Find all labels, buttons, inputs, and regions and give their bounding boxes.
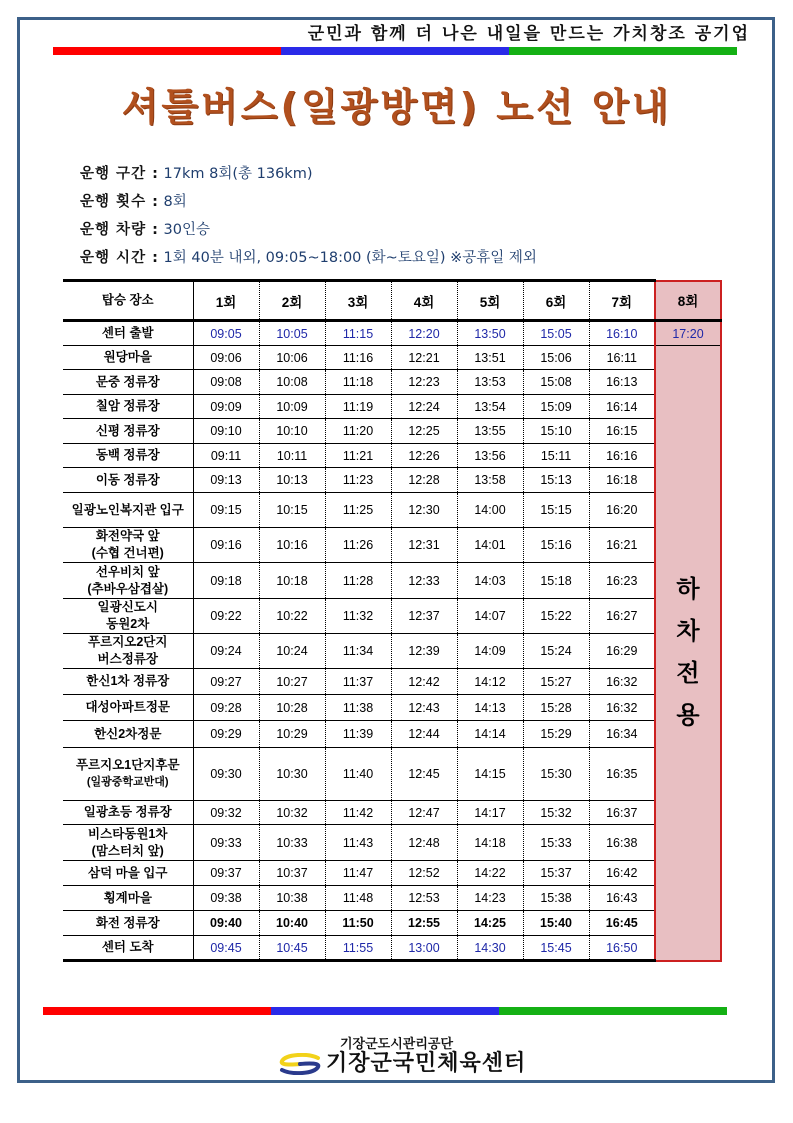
time-cell-run-2: 10:32 xyxy=(259,801,325,825)
time-cell-run-2: 10:10 xyxy=(259,419,325,444)
info-row-count xyxy=(80,188,537,216)
stop-name-cell xyxy=(63,321,193,346)
bar-blue xyxy=(271,1007,499,1015)
info-row-vehicle xyxy=(80,216,537,244)
table-row xyxy=(63,395,721,419)
time-cell-run-2: 10:13 xyxy=(259,468,325,493)
header-run-1: 1회 xyxy=(193,281,259,321)
stop-name-cell xyxy=(63,346,193,370)
stop-name-sub: (맘스터치 앞) xyxy=(91,843,164,858)
dropoff-label-char: 전 xyxy=(676,659,700,687)
time-cell-run-3: 11:42 xyxy=(325,801,391,825)
time-cell-run-5: 14:25 xyxy=(457,911,523,936)
header-row xyxy=(63,281,721,321)
time-cell-run-5: 13:51 xyxy=(457,346,523,370)
stop-name: 푸르지오2단지 xyxy=(88,635,168,649)
stop-name: 원당마을 xyxy=(103,350,152,364)
stop-name-cell xyxy=(63,825,193,861)
footer-logo xyxy=(278,1050,526,1078)
stop-name-cell xyxy=(63,419,193,444)
time-cell-run-2: 10:45 xyxy=(259,936,325,961)
table-row xyxy=(63,721,721,748)
table-row xyxy=(63,599,721,634)
time-cell-run-1: 09:11 xyxy=(193,444,259,468)
time-cell-run-3: 11:48 xyxy=(325,886,391,911)
bar-green xyxy=(499,1007,727,1015)
time-cell-run-4: 12:26 xyxy=(391,444,457,468)
time-cell-run-4: 12:37 xyxy=(391,599,457,634)
header-run-6: 6회 xyxy=(523,281,589,321)
stop-name: 일광초등 정류장 xyxy=(83,805,172,819)
time-cell-run-4: 12:23 xyxy=(391,370,457,395)
time-cell-run-1: 09:28 xyxy=(193,695,259,721)
time-cell-run-7: 16:23 xyxy=(589,563,655,599)
time-cell-run-4: 12:44 xyxy=(391,721,457,748)
info-value: 30인승 xyxy=(163,222,211,238)
info-label: 운행 구간 : xyxy=(80,166,159,182)
time-cell-run-7: 16:27 xyxy=(589,599,655,634)
stop-name: 횡계마을 xyxy=(103,890,152,905)
stop-name-cell xyxy=(63,861,193,886)
table-row xyxy=(63,493,721,528)
time-cell-run-5: 14:13 xyxy=(457,695,523,721)
stop-name: 신평 정류장 xyxy=(95,423,160,438)
bar-blue xyxy=(281,47,509,55)
stop-name: 일광노인복지관 입구 xyxy=(71,502,184,517)
table-row xyxy=(63,669,721,695)
stop-name: 문중 정류장 xyxy=(95,374,160,389)
time-cell-run-4: 12:21 xyxy=(391,346,457,370)
time-cell-run-1: 09:40 xyxy=(193,911,259,936)
time-cell-run-7: 16:20 xyxy=(589,493,655,528)
time-cell-run-1: 09:22 xyxy=(193,599,259,634)
header-run-5: 5회 xyxy=(457,281,523,321)
time-cell-run-1: 09:09 xyxy=(193,395,259,419)
time-cell-run-5: 14:30 xyxy=(457,936,523,961)
time-cell-run-3: 11:38 xyxy=(325,695,391,721)
swoosh-logo-icon xyxy=(278,1053,322,1075)
dropoff-only-cell xyxy=(655,346,721,961)
stop-name-cell xyxy=(63,528,193,563)
time-cell-run-1: 09:45 xyxy=(193,936,259,961)
time-cell-run-2: 10:27 xyxy=(259,669,325,695)
time-cell-run-6: 15:33 xyxy=(523,825,589,861)
time-cell-run-1: 09:30 xyxy=(193,748,259,801)
time-cell-run-3: 11:55 xyxy=(325,936,391,961)
header-run-7: 7회 xyxy=(589,281,655,321)
stop-name: 동백 정류장 xyxy=(95,448,160,462)
stop-name: 화전 정류장 xyxy=(95,915,160,930)
time-cell-run-7: 16:11 xyxy=(589,346,655,370)
time-cell-run-4: 12:39 xyxy=(391,634,457,669)
time-cell-run-1: 09:18 xyxy=(193,563,259,599)
time-cell-run-4: 12:25 xyxy=(391,419,457,444)
stop-name-cell xyxy=(63,444,193,468)
time-cell-run-6: 15:15 xyxy=(523,493,589,528)
stop-name-sub: (추바우삼겹살) xyxy=(87,581,169,596)
time-cell-run-7: 16:38 xyxy=(589,825,655,861)
time-cell-run-6: 15:18 xyxy=(523,563,589,599)
stop-name: 화전약국 앞 xyxy=(95,529,160,543)
header-stop: 탑승 장소 xyxy=(63,281,193,321)
time-cell-run-1: 09:33 xyxy=(193,825,259,861)
time-cell-run-7: 16:32 xyxy=(589,695,655,721)
stop-name-cell xyxy=(63,911,193,936)
bar-red xyxy=(43,1007,271,1015)
time-cell-run-6: 15:29 xyxy=(523,721,589,748)
stop-name: 한신2차정문 xyxy=(94,726,162,741)
info-block xyxy=(80,160,537,272)
stop-name-cell xyxy=(63,695,193,721)
time-cell-run-1: 09:29 xyxy=(193,721,259,748)
time-cell-run-5: 14:09 xyxy=(457,634,523,669)
table-row xyxy=(63,861,721,886)
time-cell-run-3: 11:34 xyxy=(325,634,391,669)
time-cell-run-3: 11:28 xyxy=(325,563,391,599)
time-cell-run-4: 12:48 xyxy=(391,825,457,861)
time-cell-run-6: 15:13 xyxy=(523,468,589,493)
time-cell-run-6: 15:30 xyxy=(523,748,589,801)
time-cell-run-3: 11:16 xyxy=(325,346,391,370)
time-cell-run-4: 12:43 xyxy=(391,695,457,721)
time-cell-run-3: 11:40 xyxy=(325,748,391,801)
time-cell-run-6: 15:09 xyxy=(523,395,589,419)
time-cell-run-1: 09:13 xyxy=(193,468,259,493)
time-cell-run-6: 15:05 xyxy=(523,321,589,346)
time-cell-run-5: 14:03 xyxy=(457,563,523,599)
time-cell-run-5: 14:00 xyxy=(457,493,523,528)
time-cell-run-4: 12:28 xyxy=(391,468,457,493)
time-cell-run-4: 12:52 xyxy=(391,861,457,886)
time-cell-run-4: 12:45 xyxy=(391,748,457,801)
time-cell-run-1: 09:32 xyxy=(193,801,259,825)
time-cell-run-5: 14:18 xyxy=(457,825,523,861)
stop-name-cell xyxy=(63,721,193,748)
dropoff-label-char: 용 xyxy=(676,701,700,729)
table-row xyxy=(63,468,721,493)
info-row-time xyxy=(80,244,537,272)
stop-name: 푸르지오1단지후문 xyxy=(75,758,180,772)
time-cell-run-2: 10:38 xyxy=(259,886,325,911)
stop-name-cell xyxy=(63,634,193,669)
time-cell-run-6: 15:45 xyxy=(523,936,589,961)
time-cell-run-2: 10:15 xyxy=(259,493,325,528)
time-cell-run-7: 16:29 xyxy=(589,634,655,669)
slogan: 군민과 함께 더 나은 내일을 만드는 가치창조 공기업 xyxy=(307,24,750,44)
time-cell-run-1: 09:15 xyxy=(193,493,259,528)
info-value: 17km 8회(총 136km) xyxy=(163,166,313,182)
table-row xyxy=(63,346,721,370)
time-cell-run-5: 14:22 xyxy=(457,861,523,886)
time-cell-run-7: 16:35 xyxy=(589,748,655,801)
time-cell-run-6: 15:38 xyxy=(523,886,589,911)
stop-name: 대성아파트정문 xyxy=(85,700,171,714)
info-value: 8회 xyxy=(163,194,187,210)
time-cell-run-4: 12:20 xyxy=(391,321,457,346)
stop-name-sub: (수협 건너편) xyxy=(91,546,164,560)
time-cell-run-4: 12:53 xyxy=(391,886,457,911)
dropoff-label-char: 차 xyxy=(676,617,700,645)
time-cell-run-5: 13:55 xyxy=(457,419,523,444)
stop-name: 삼덕 마을 입구 xyxy=(88,865,168,880)
time-cell-run-3: 11:32 xyxy=(325,599,391,634)
time-cell-run-1: 09:27 xyxy=(193,669,259,695)
time-cell-run-6: 15:11 xyxy=(523,444,589,468)
table-row xyxy=(63,695,721,721)
time-cell-run-3: 11:19 xyxy=(325,395,391,419)
time-cell-run-1: 09:16 xyxy=(193,528,259,563)
time-cell-run-3: 11:50 xyxy=(325,911,391,936)
time-cell-run-2: 10:06 xyxy=(259,346,325,370)
bar-red xyxy=(53,47,281,55)
time-cell-run-4: 12:33 xyxy=(391,563,457,599)
table-row xyxy=(63,911,721,936)
stop-name: 이동 정류장 xyxy=(95,472,160,487)
stop-name: 센터 도착 xyxy=(101,940,154,954)
time-cell-run-6: 15:08 xyxy=(523,370,589,395)
time-cell-run-6: 15:32 xyxy=(523,801,589,825)
time-cell-run-7: 16:21 xyxy=(589,528,655,563)
time-cell-run-2: 10:09 xyxy=(259,395,325,419)
time-cell-run-7: 16:15 xyxy=(589,419,655,444)
time-cell-run-4: 12:30 xyxy=(391,493,457,528)
time-cell-run-1: 09:38 xyxy=(193,886,259,911)
time-cell-run-2: 10:33 xyxy=(259,825,325,861)
time-cell-run-5: 13:50 xyxy=(457,321,523,346)
table-row xyxy=(63,444,721,468)
stop-name: 선우비치 앞 xyxy=(95,564,160,579)
time-cell-run-5: 14:14 xyxy=(457,721,523,748)
time-cell-run-5: 14:23 xyxy=(457,886,523,911)
time-cell-run-3: 11:23 xyxy=(325,468,391,493)
time-cell-run-3: 11:47 xyxy=(325,861,391,886)
table-row xyxy=(63,563,721,599)
time-cell-run-3: 11:39 xyxy=(325,721,391,748)
time-cell-run-1: 09:24 xyxy=(193,634,259,669)
time-cell-run-1: 09:10 xyxy=(193,419,259,444)
stop-name-cell xyxy=(63,886,193,911)
time-cell-run-2: 10:11 xyxy=(259,444,325,468)
time-cell-run-4: 12:31 xyxy=(391,528,457,563)
time-cell-run-7: 16:50 xyxy=(589,936,655,961)
time-cell-run-2: 10:29 xyxy=(259,721,325,748)
time-cell-run-5: 13:56 xyxy=(457,444,523,468)
time-cell-run-4: 12:55 xyxy=(391,911,457,936)
time-cell-run-1: 09:06 xyxy=(193,346,259,370)
time-cell-run-5: 14:07 xyxy=(457,599,523,634)
header-run-8: 8회 xyxy=(655,281,721,321)
table-row xyxy=(63,370,721,395)
footer-org: 기장군도시관리공단 xyxy=(339,1037,454,1052)
info-label: 운행 차량 : xyxy=(80,222,159,238)
stop-name-cell xyxy=(63,599,193,634)
time-cell-run-6: 15:28 xyxy=(523,695,589,721)
time-cell-run-2: 10:22 xyxy=(259,599,325,634)
time-cell-run-7: 16:42 xyxy=(589,861,655,886)
stop-name-cell xyxy=(63,801,193,825)
top-color-bar xyxy=(53,47,737,55)
time-cell-run-5: 14:01 xyxy=(457,528,523,563)
time-cell-run-6: 15:06 xyxy=(523,346,589,370)
stop-name: 센터 출발 xyxy=(101,326,154,340)
stop-name: 한신1차 정류장 xyxy=(86,674,170,688)
time-cell-run-8: 17:20 xyxy=(655,321,721,346)
time-cell-run-4: 12:24 xyxy=(391,395,457,419)
time-cell-run-3: 11:15 xyxy=(325,321,391,346)
time-cell-run-7: 16:34 xyxy=(589,721,655,748)
time-cell-run-3: 11:37 xyxy=(325,669,391,695)
time-cell-run-6: 15:16 xyxy=(523,528,589,563)
info-row-section xyxy=(80,160,537,188)
time-cell-run-7: 16:16 xyxy=(589,444,655,468)
table-row xyxy=(63,748,721,801)
time-cell-run-2: 10:30 xyxy=(259,748,325,801)
bar-green xyxy=(509,47,737,55)
stop-name-sub: 버스정류장 xyxy=(97,652,158,666)
table-row xyxy=(63,528,721,563)
stop-name-cell xyxy=(63,669,193,695)
table-row xyxy=(63,801,721,825)
stop-name: 칠암 정류장 xyxy=(95,399,160,413)
time-cell-run-6: 15:27 xyxy=(523,669,589,695)
dropoff-label-char: 하 xyxy=(676,575,700,603)
time-cell-run-3: 11:25 xyxy=(325,493,391,528)
time-cell-run-6: 15:10 xyxy=(523,419,589,444)
time-cell-run-3: 11:26 xyxy=(325,528,391,563)
time-cell-run-5: 13:58 xyxy=(457,468,523,493)
stop-name-cell xyxy=(63,493,193,528)
stop-name-sub: (일광중학교반대) xyxy=(86,776,169,788)
time-cell-run-1: 09:08 xyxy=(193,370,259,395)
page-title: 셔틀버스(일광방면) 노선 안내 xyxy=(121,85,672,129)
stop-name: 비스타동원1차 xyxy=(88,826,168,841)
header-run-2: 2회 xyxy=(259,281,325,321)
time-cell-run-3: 11:43 xyxy=(325,825,391,861)
time-cell-run-7: 16:13 xyxy=(589,370,655,395)
time-cell-run-7: 16:18 xyxy=(589,468,655,493)
time-cell-run-2: 10:24 xyxy=(259,634,325,669)
table-row xyxy=(63,936,721,961)
table-row xyxy=(63,886,721,911)
time-cell-run-3: 11:18 xyxy=(325,370,391,395)
time-cell-run-6: 15:37 xyxy=(523,861,589,886)
info-label: 운행 횟수 : xyxy=(80,194,159,210)
footer-center-name: 기장군국민체육센터 xyxy=(326,1051,527,1076)
table-row xyxy=(63,825,721,861)
stop-name-cell xyxy=(63,563,193,599)
time-cell-run-3: 11:21 xyxy=(325,444,391,468)
time-cell-run-7: 16:43 xyxy=(589,886,655,911)
time-cell-run-5: 14:15 xyxy=(457,748,523,801)
time-cell-run-5: 14:12 xyxy=(457,669,523,695)
time-cell-run-4: 12:42 xyxy=(391,669,457,695)
time-cell-run-1: 09:05 xyxy=(193,321,259,346)
stop-name-sub: 동원2차 xyxy=(106,617,150,631)
time-cell-run-4: 12:47 xyxy=(391,801,457,825)
stop-name-cell xyxy=(63,936,193,961)
time-cell-run-2: 10:37 xyxy=(259,861,325,886)
stop-name: 일광신도시 xyxy=(97,600,158,614)
schedule-table xyxy=(63,279,722,962)
info-label: 운행 시간 : xyxy=(80,250,159,266)
header-run-4: 4회 xyxy=(391,281,457,321)
time-cell-run-7: 16:14 xyxy=(589,395,655,419)
stop-name-cell xyxy=(63,748,193,801)
table-row xyxy=(63,321,721,346)
table-row xyxy=(63,634,721,669)
time-cell-run-4: 13:00 xyxy=(391,936,457,961)
time-cell-run-1: 09:37 xyxy=(193,861,259,886)
time-cell-run-5: 13:53 xyxy=(457,370,523,395)
time-cell-run-5: 13:54 xyxy=(457,395,523,419)
header-run-3: 3회 xyxy=(325,281,391,321)
time-cell-run-7: 16:32 xyxy=(589,669,655,695)
time-cell-run-7: 16:37 xyxy=(589,801,655,825)
time-cell-run-6: 15:24 xyxy=(523,634,589,669)
table-row xyxy=(63,419,721,444)
stop-name-cell xyxy=(63,370,193,395)
time-cell-run-7: 16:10 xyxy=(589,321,655,346)
time-cell-run-6: 15:22 xyxy=(523,599,589,634)
time-cell-run-2: 10:08 xyxy=(259,370,325,395)
time-cell-run-2: 10:40 xyxy=(259,911,325,936)
stop-name-cell xyxy=(63,395,193,419)
time-cell-run-2: 10:16 xyxy=(259,528,325,563)
time-cell-run-5: 14:17 xyxy=(457,801,523,825)
info-value: 1회 40분 내외, 09:05~18:00 (화~토요일) ※공휴일 제외 xyxy=(163,250,537,266)
time-cell-run-2: 10:18 xyxy=(259,563,325,599)
time-cell-run-6: 15:40 xyxy=(523,911,589,936)
stop-name-cell xyxy=(63,468,193,493)
time-cell-run-3: 11:20 xyxy=(325,419,391,444)
time-cell-run-7: 16:45 xyxy=(589,911,655,936)
time-cell-run-2: 10:28 xyxy=(259,695,325,721)
time-cell-run-2: 10:05 xyxy=(259,321,325,346)
bottom-color-bar xyxy=(43,1007,727,1015)
